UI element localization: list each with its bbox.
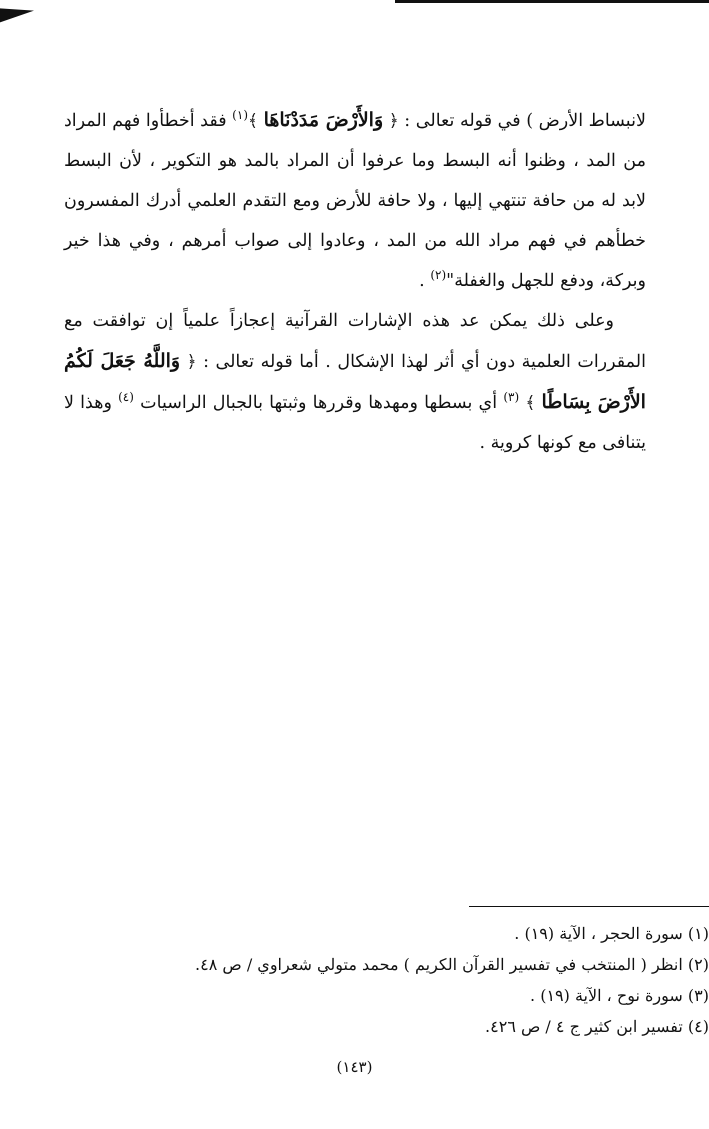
- paragraph-1: [64, 100, 646, 301]
- paragraph-2: [64, 301, 646, 463]
- ornate-close-bracket: ﴾: [248, 111, 258, 131]
- footnote-ref-2: (٢): [430, 268, 447, 283]
- p2-text-b: أي بسطها ومهدها وقررها وثبتها بالجبال الراسيات: [140, 393, 498, 413]
- footnote-4: (٤) تفسير ابن كثير ج ٤ / ص ٤٢٦.: [485, 1017, 709, 1036]
- quran-verse-2: وَاللَّهُ جَعَلَ لَكُمُ الأَرْضَ بِسَاطًا: [64, 350, 646, 413]
- footnote-ref-3: (٣): [503, 390, 520, 405]
- p1-text-b: فقد أخطأوا فهم المراد من المد ، وظنوا أنه البسط وما عرفوا أن المراد بالمد هو التكوير ، لأن البسط لابد له من حافة تنتهي إليها ، ولا حافة للأرض ومع التقدم العلمي أدرك المفسرون خطأهم في فهم مراد الله من المد ، وعادوا إلى صواب أمرهم ، وفي هذا خير وبركة، ودفع للجهل والغفلة": [64, 111, 646, 291]
- page-number: (١٤٣): [336, 1058, 373, 1076]
- footnote-3: (٣) سورة نوح ، الآية (١٩) .: [530, 986, 709, 1005]
- p1-end: .: [419, 271, 431, 291]
- footnote-ref-1: (١): [232, 108, 248, 123]
- ornate-close-bracket: ﴾: [525, 393, 536, 413]
- footnote-1: (١) سورة الحجر ، الآية (١٩) .: [514, 924, 709, 943]
- p2-text-a: وعلى ذلك يمكن عد هذه الإشارات القرآنية إعجازاً علمياً إن توافقت مع المقررات العلمية دون أي أثر لهذا الإشكال . أما قوله تعالى :: [64, 311, 646, 372]
- p2-text-c: وهذا لا يتنافى مع كونها كروية .: [64, 393, 646, 453]
- top-rule: [395, 0, 709, 3]
- corner-arrow-icon: [0, 4, 34, 23]
- p1-text-a: لانبساط الأرض ) في قوله تعالى :: [404, 111, 646, 131]
- ornate-open-bracket: ﴿: [388, 111, 399, 131]
- quran-verse-1: وَالأَرْضَ مَدَدْنَاهَا: [263, 109, 384, 131]
- footnote-ref-4: (٤): [118, 390, 134, 405]
- ornate-open-bracket: ﴿: [186, 352, 197, 372]
- footnote-separator: [469, 906, 709, 907]
- footnotes: [149, 918, 709, 1042]
- footnote-2: (٢) انظر ( المنتخب في تفسير القرآن الكريم ) محمد متولي شعراوي / ص ٤٨.: [195, 955, 709, 974]
- body-text: [64, 100, 646, 463]
